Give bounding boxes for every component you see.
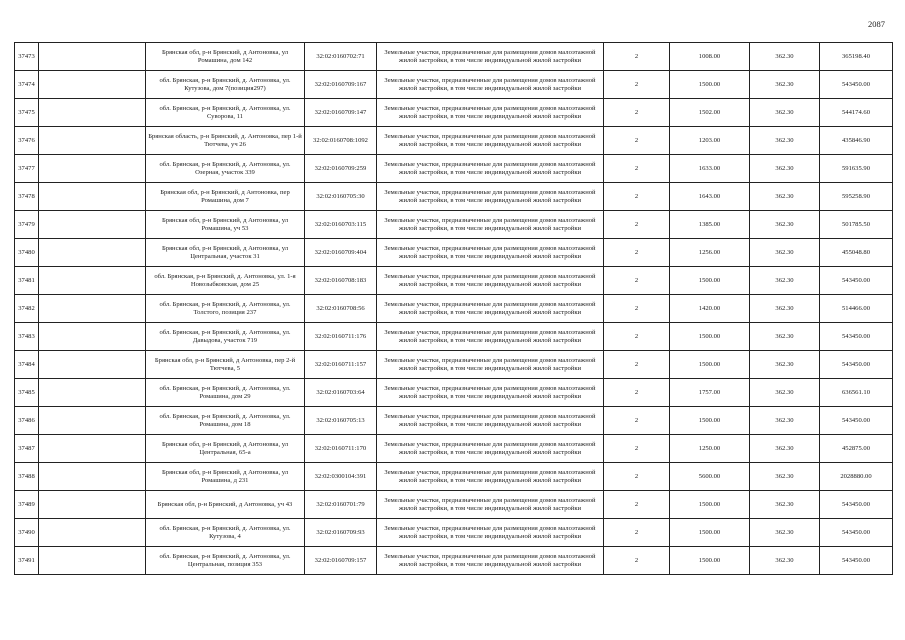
address-cell: обл. Брянская, р-н Брянский, д. Антоновка, ул. Суворова, 11: [146, 99, 305, 127]
land-registry-table: [14, 42, 893, 575]
table-row: [15, 547, 893, 575]
cadastral-value-cell: 543450.00: [820, 407, 893, 435]
area-cell: 1008.00: [670, 43, 750, 71]
record-number: 37491: [15, 547, 39, 575]
cadastral-number-cell: 32:02:0160703:64: [305, 379, 377, 407]
area-cell: 1420.00: [670, 295, 750, 323]
cadastral-value-cell: 543450.00: [820, 323, 893, 351]
address-cell: Брянская обл, р-н Брянский, д Антоновка, уч 43: [146, 491, 305, 519]
record-number: 37481: [15, 267, 39, 295]
table-row: [15, 323, 893, 351]
address-cell: Брянская обл, р-н Брянский, д Антоновка, ул Ромашина, д 231: [146, 463, 305, 491]
area-cell: 1502.00: [670, 99, 750, 127]
land-use-cell: Земельные участки, предназначенные для размещения домов малоэтажной жилой застройки, в том числе индивидуальной жилой застройки: [377, 435, 604, 463]
category-cell: 2: [604, 155, 670, 183]
address-cell: обл. Брянская, р-н Брянский, д. Антоновка, ул. Толстого, позиция 237: [146, 295, 305, 323]
cadastral-number-cell: 32:02:0160711:170: [305, 435, 377, 463]
address-cell: обл. Брянская, р-н Брянский, д. Антоновка, ул. 1-я Новозыбковская, дом 25: [146, 267, 305, 295]
record-number: 37488: [15, 463, 39, 491]
land-use-cell: Земельные участки, предназначенные для размещения домов малоэтажной жилой застройки, в том числе индивидуальной жилой застройки: [377, 323, 604, 351]
table-row: [15, 295, 893, 323]
land-use-cell: Земельные участки, предназначенные для размещения домов малоэтажной жилой застройки, в том числе индивидуальной жилой застройки: [377, 127, 604, 155]
record-number: 37487: [15, 435, 39, 463]
cadastral-value-cell: 595258.90: [820, 183, 893, 211]
cadastral-number-cell: 32:02:0160709:404: [305, 239, 377, 267]
category-cell: 2: [604, 239, 670, 267]
address-cell: обл. Брянская, р-н Брянский, д. Антоновка, ул. Кутузова, 4: [146, 519, 305, 547]
address-cell: Брянская обл, р-н Брянский, д Антоновка, ул Центральная, участок 31: [146, 239, 305, 267]
cadastral-value-cell: 435846.90: [820, 127, 893, 155]
cadastral-number-cell: 32:02:0300104:391: [305, 463, 377, 491]
cadastral-number-cell: 32:02:0160701:79: [305, 491, 377, 519]
blank-cell: [39, 379, 146, 407]
blank-cell: [39, 43, 146, 71]
land-use-cell: Земельные участки, предназначенные для размещения домов малоэтажной жилой застройки, в том числе индивидуальной жилой застройки: [377, 519, 604, 547]
blank-cell: [39, 407, 146, 435]
cadastral-value-cell: 543450.00: [820, 351, 893, 379]
blank-cell: [39, 267, 146, 295]
record-number: 37477: [15, 155, 39, 183]
category-cell: 2: [604, 71, 670, 99]
area-cell: 1500.00: [670, 71, 750, 99]
area-cell: 1203.00: [670, 127, 750, 155]
category-cell: 2: [604, 351, 670, 379]
address-cell: Брянская обл, р-н Брянский, д Антоновка, ул Ромашина, дом 142: [146, 43, 305, 71]
area-cell: 1500.00: [670, 267, 750, 295]
rate-cell: 362.30: [750, 239, 820, 267]
cadastral-number-cell: 32:02:0160709:157: [305, 547, 377, 575]
address-cell: обл. Брянская, р-н Брянский, д. Антоновка, ул. Давыдова, участок 719: [146, 323, 305, 351]
category-cell: 2: [604, 463, 670, 491]
category-cell: 2: [604, 323, 670, 351]
rate-cell: 362.30: [750, 491, 820, 519]
land-use-cell: Земельные участки, предназначенные для размещения домов малоэтажной жилой застройки, в том числе индивидуальной жилой застройки: [377, 99, 604, 127]
cadastral-number-cell: 32:02:0160708:183: [305, 267, 377, 295]
blank-cell: [39, 295, 146, 323]
cadastral-value-cell: 543450.00: [820, 547, 893, 575]
category-cell: 2: [604, 183, 670, 211]
blank-cell: [39, 463, 146, 491]
category-cell: 2: [604, 295, 670, 323]
blank-cell: [39, 211, 146, 239]
area-cell: 1500.00: [670, 519, 750, 547]
land-use-cell: Земельные участки, предназначенные для размещения домов малоэтажной жилой застройки, в том числе индивидуальной жилой застройки: [377, 407, 604, 435]
cadastral-number-cell: 32:02:0160711:157: [305, 351, 377, 379]
blank-cell: [39, 155, 146, 183]
cadastral-value-cell: 543450.00: [820, 71, 893, 99]
cadastral-number-cell: 32:02:0160703:115: [305, 211, 377, 239]
category-cell: 2: [604, 519, 670, 547]
land-use-cell: Земельные участки, предназначенные для размещения домов малоэтажной жилой застройки, в том числе индивидуальной жилой застройки: [377, 351, 604, 379]
category-cell: 2: [604, 491, 670, 519]
address-cell: обл. Брянская, р-н Брянский, д. Антоновка, ул. Ромашина, дом 18: [146, 407, 305, 435]
table-row: [15, 43, 893, 71]
category-cell: 2: [604, 547, 670, 575]
rate-cell: 362.30: [750, 351, 820, 379]
area-cell: 1633.00: [670, 155, 750, 183]
rate-cell: 362.30: [750, 519, 820, 547]
category-cell: 2: [604, 379, 670, 407]
rate-cell: 362.30: [750, 463, 820, 491]
cadastral-number-cell: 32:02:0160709:147: [305, 99, 377, 127]
cadastral-value-cell: 543450.00: [820, 491, 893, 519]
table-row: [15, 239, 893, 267]
record-number: 37485: [15, 379, 39, 407]
rate-cell: 362.30: [750, 379, 820, 407]
table-row: [15, 491, 893, 519]
table-row: [15, 267, 893, 295]
table-row: [15, 71, 893, 99]
land-use-cell: Земельные участки, предназначенные для размещения домов малоэтажной жилой застройки, в том числе индивидуальной жилой застройки: [377, 155, 604, 183]
category-cell: 2: [604, 407, 670, 435]
cadastral-number-cell: 32:02:0160705:30: [305, 183, 377, 211]
cadastral-value-cell: 544174.60: [820, 99, 893, 127]
cadastral-value-cell: 543450.00: [820, 267, 893, 295]
category-cell: 2: [604, 211, 670, 239]
land-use-cell: Земельные участки, предназначенные для размещения домов малоэтажной жилой застройки, в том числе индивидуальной жилой застройки: [377, 295, 604, 323]
land-use-cell: Земельные участки, предназначенные для размещения домов малоэтажной жилой застройки, в том числе индивидуальной жилой застройки: [377, 71, 604, 99]
address-cell: Брянская обл, р-н Брянский, д Антоновка, пер 2-й Тютчева, 5: [146, 351, 305, 379]
cadastral-number-cell: 32:02:0160711:176: [305, 323, 377, 351]
blank-cell: [39, 491, 146, 519]
record-number: 37478: [15, 183, 39, 211]
blank-cell: [39, 71, 146, 99]
table-row: [15, 519, 893, 547]
address-cell: Брянская обл, р-н Брянский, д Антоновка, пер Ромашина, дом 7: [146, 183, 305, 211]
record-number: 37484: [15, 351, 39, 379]
cadastral-number-cell: 32:02:0160705:13: [305, 407, 377, 435]
area-cell: 1500.00: [670, 547, 750, 575]
cadastral-value-cell: 2028880.00: [820, 463, 893, 491]
land-use-cell: Земельные участки, предназначенные для размещения домов малоэтажной жилой застройки, в том числе индивидуальной жилой застройки: [377, 267, 604, 295]
record-number: 37482: [15, 295, 39, 323]
area-cell: 1500.00: [670, 407, 750, 435]
blank-cell: [39, 351, 146, 379]
blank-cell: [39, 183, 146, 211]
cadastral-number-cell: 32:02:0160709:167: [305, 71, 377, 99]
table-body: [15, 43, 893, 575]
blank-cell: [39, 323, 146, 351]
address-cell: Брянская обл, р-н Брянский, д Антоновка, ул Ромашина, уч 53: [146, 211, 305, 239]
rate-cell: 362.30: [750, 407, 820, 435]
rate-cell: 362.30: [750, 71, 820, 99]
rate-cell: 362.30: [750, 127, 820, 155]
area-cell: 1643.00: [670, 183, 750, 211]
land-use-cell: Земельные участки, предназначенные для размещения домов малоэтажной жилой застройки, в том числе индивидуальной жилой застройки: [377, 547, 604, 575]
land-use-cell: Земельные участки, предназначенные для размещения домов малоэтажной жилой застройки, в том числе индивидуальной жилой застройки: [377, 463, 604, 491]
record-number: 37476: [15, 127, 39, 155]
rate-cell: 362.30: [750, 43, 820, 71]
cadastral-number-cell: 32:02:0160702:71: [305, 43, 377, 71]
cadastral-value-cell: 452875.00: [820, 435, 893, 463]
land-use-cell: Земельные участки, предназначенные для размещения домов малоэтажной жилой застройки, в том числе индивидуальной жилой застройки: [377, 379, 604, 407]
table-row: [15, 463, 893, 491]
address-cell: обл. Брянская, р-н Брянский, д. Антоновка, ул. Центральная, позиция 353: [146, 547, 305, 575]
cadastral-value-cell: 636561.10: [820, 379, 893, 407]
category-cell: 2: [604, 43, 670, 71]
land-use-cell: Земельные участки, предназначенные для размещения домов малоэтажной жилой застройки, в том числе индивидуальной жилой застройки: [377, 43, 604, 71]
table-row: [15, 183, 893, 211]
cadastral-number-cell: 32:02:0160709:259: [305, 155, 377, 183]
area-cell: 1250.00: [670, 435, 750, 463]
land-use-cell: Земельные участки, предназначенные для размещения домов малоэтажной жилой застройки, в том числе индивидуальной жилой застройки: [377, 491, 604, 519]
record-number: 37479: [15, 211, 39, 239]
category-cell: 2: [604, 267, 670, 295]
record-number: 37480: [15, 239, 39, 267]
table-row: [15, 127, 893, 155]
area-cell: 1500.00: [670, 323, 750, 351]
blank-cell: [39, 435, 146, 463]
rate-cell: 362.30: [750, 99, 820, 127]
cadastral-value-cell: 365198.40: [820, 43, 893, 71]
area-cell: 1500.00: [670, 491, 750, 519]
area-cell: 1256.00: [670, 239, 750, 267]
table-row: [15, 211, 893, 239]
cadastral-value-cell: 591635.90: [820, 155, 893, 183]
rate-cell: 362.30: [750, 323, 820, 351]
address-cell: обл. Брянская, р-н Брянский, д. Антоновка, ул. Ромашина, дом 29: [146, 379, 305, 407]
record-number: 37474: [15, 71, 39, 99]
cadastral-number-cell: 32:02:0160708:56: [305, 295, 377, 323]
record-number: 37490: [15, 519, 39, 547]
rate-cell: 362.30: [750, 547, 820, 575]
blank-cell: [39, 239, 146, 267]
category-cell: 2: [604, 435, 670, 463]
table-row: [15, 99, 893, 127]
category-cell: 2: [604, 99, 670, 127]
cadastral-value-cell: 543450.00: [820, 519, 893, 547]
rate-cell: 362.30: [750, 155, 820, 183]
record-number: 37489: [15, 491, 39, 519]
address-cell: обл. Брянская, р-н Брянский, д. Антоновка, ул. Кутузова, дом 7(позиция297): [146, 71, 305, 99]
cadastral-value-cell: 501785.50: [820, 211, 893, 239]
address-cell: Брянская область, р-н Брянский, д. Антоновка, пер 1-й Тютчева, уч 26: [146, 127, 305, 155]
blank-cell: [39, 519, 146, 547]
land-use-cell: Земельные участки, предназначенные для размещения домов малоэтажной жилой застройки, в том числе индивидуальной жилой застройки: [377, 183, 604, 211]
page-number: 2087: [868, 19, 885, 29]
category-cell: 2: [604, 127, 670, 155]
rate-cell: 362.30: [750, 211, 820, 239]
area-cell: 1385.00: [670, 211, 750, 239]
blank-cell: [39, 547, 146, 575]
record-number: 37475: [15, 99, 39, 127]
blank-cell: [39, 99, 146, 127]
cadastral-value-cell: 514466.00: [820, 295, 893, 323]
table-row: [15, 155, 893, 183]
table-row: [15, 351, 893, 379]
rate-cell: 362.30: [750, 435, 820, 463]
address-cell: обл. Брянская, р-н Брянский, д. Антоновка, ул. Озерная, участок 339: [146, 155, 305, 183]
rate-cell: 362.30: [750, 183, 820, 211]
area-cell: 1757.00: [670, 379, 750, 407]
cadastral-value-cell: 455048.80: [820, 239, 893, 267]
table-row: [15, 379, 893, 407]
area-cell: 1500.00: [670, 351, 750, 379]
rate-cell: 362.30: [750, 295, 820, 323]
record-number: 37473: [15, 43, 39, 71]
table-row: [15, 435, 893, 463]
blank-cell: [39, 127, 146, 155]
record-number: 37483: [15, 323, 39, 351]
cadastral-number-cell: 32:02:0160709:93: [305, 519, 377, 547]
area-cell: 5600.00: [670, 463, 750, 491]
land-use-cell: Земельные участки, предназначенные для размещения домов малоэтажной жилой застройки, в том числе индивидуальной жилой застройки: [377, 239, 604, 267]
address-cell: Брянская обл, р-н Брянский, д Антоновка, ул Центральная, 65-а: [146, 435, 305, 463]
rate-cell: 362.30: [750, 267, 820, 295]
cadastral-number-cell: 32:02:0160708:1092: [305, 127, 377, 155]
land-use-cell: Земельные участки, предназначенные для размещения домов малоэтажной жилой застройки, в том числе индивидуальной жилой застройки: [377, 211, 604, 239]
table-row: [15, 407, 893, 435]
record-number: 37486: [15, 407, 39, 435]
